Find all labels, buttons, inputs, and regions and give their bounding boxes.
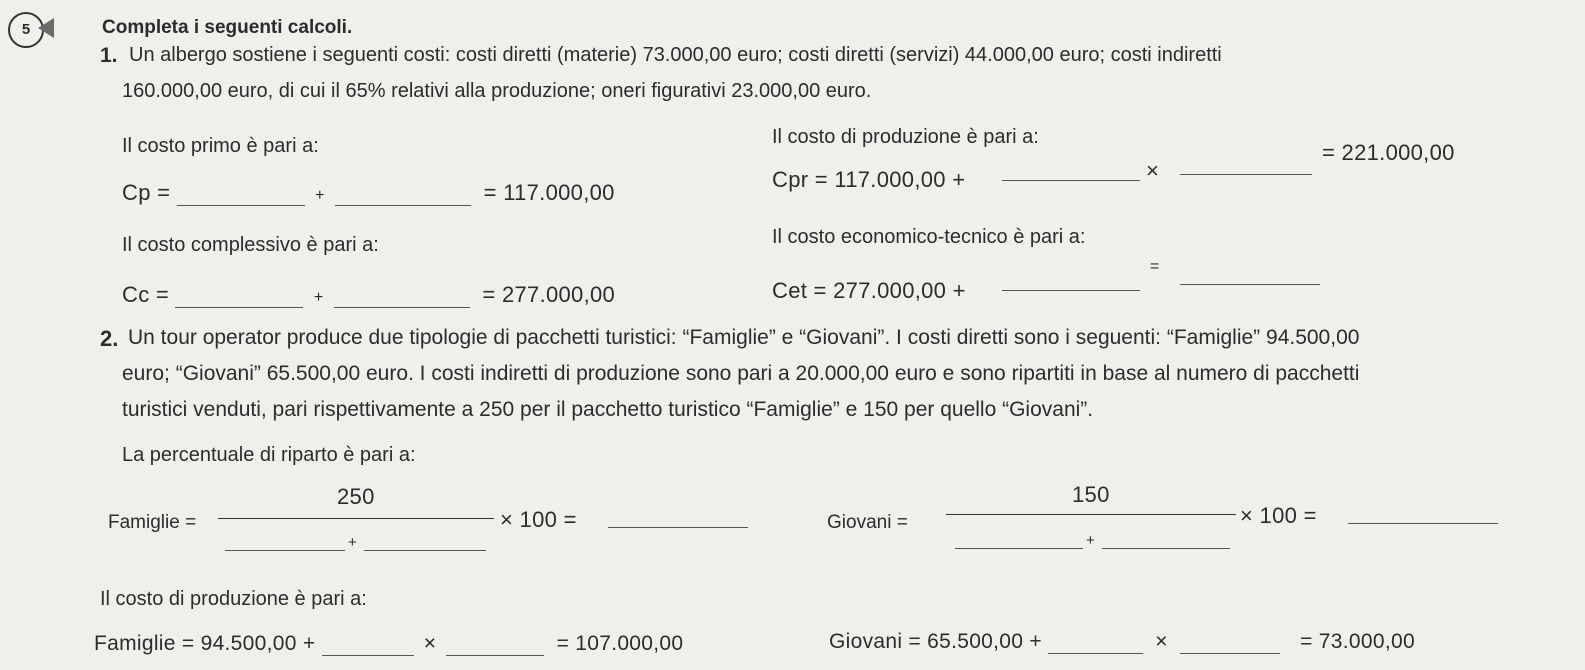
riparto-label: La percentuale di riparto è pari a: bbox=[122, 444, 416, 466]
problem1-line2: 160.000,00 euro, di cui il 65% relativi alla produzione; oneri figurativi 23.000,00 euro. bbox=[122, 80, 872, 102]
problem2-line3: turistici venduti, pari rispettivamente a 250 per il pacchetto turistico “Famiglie” e 150 per quello “Giovani”. bbox=[122, 398, 1094, 421]
famiglie2-times: × bbox=[423, 632, 437, 655]
famiglie-denominator-blank-1[interactable] bbox=[225, 532, 345, 551]
cp-blank-1[interactable] bbox=[177, 205, 305, 206]
instruction: Completa i seguenti calcoli. bbox=[102, 17, 353, 38]
giovani-denominator-plus: + bbox=[1086, 532, 1095, 549]
famiglie-result-blank[interactable] bbox=[608, 507, 748, 528]
giovani2-blank-1[interactable] bbox=[1048, 653, 1143, 654]
cc-blank-2[interactable] bbox=[334, 307, 470, 308]
giovani-label: Giovani = bbox=[827, 512, 908, 533]
arrow-icon bbox=[38, 18, 54, 38]
famiglie2-blank-1[interactable] bbox=[322, 655, 414, 656]
giovani-denominator-blank-1[interactable] bbox=[955, 530, 1083, 549]
famiglie2-lhs: Famiglie = 94.500,00 + bbox=[94, 632, 316, 655]
famiglie-denominator-blank-2[interactable] bbox=[364, 532, 486, 551]
famiglie2-result: = 107.000,00 bbox=[556, 632, 684, 655]
problem1-line1: Un albergo sostiene i seguenti costi: costi diretti (materie) 73.000,00 euro; costi diretti (servizi) 44.000,00 euro; costi indiretti bbox=[129, 44, 1222, 66]
exercise-number: 5 bbox=[8, 12, 44, 48]
produzione-label: Il costo di produzione è pari a: bbox=[100, 588, 367, 610]
problem1-number: 1. bbox=[100, 44, 118, 67]
cpr-times: × bbox=[1146, 158, 1160, 183]
cpr-blank-2[interactable] bbox=[1180, 154, 1312, 175]
cp-blank-2[interactable] bbox=[335, 205, 471, 206]
giovani2-blank-2[interactable] bbox=[1180, 653, 1280, 654]
giovani2-lhs: Giovani = 65.500,00 + bbox=[829, 630, 1042, 653]
giovani-fraction-line bbox=[946, 514, 1236, 515]
cp-plus: + bbox=[315, 187, 325, 204]
cc-plus: + bbox=[313, 289, 324, 306]
cp-result: = 117.000,00 bbox=[483, 180, 615, 205]
costo-primo-label: Il costo primo è pari a: bbox=[122, 135, 319, 157]
problem2-line2: euro; “Giovani” 65.500,00 euro. I costi indiretti di produzione sono pari a 20.000,00 euro e sono ripartiti in base al numero di pacchetti bbox=[122, 362, 1360, 385]
giovani2-times: × bbox=[1155, 630, 1168, 653]
famiglie-label: Famiglie = bbox=[108, 512, 197, 533]
costo-economico-label: Il costo economico-tecnico è pari a: bbox=[772, 226, 1086, 248]
cet-blank-2[interactable] bbox=[1180, 264, 1320, 285]
giovani-tail: × 100 = bbox=[1240, 503, 1317, 528]
giovani-numerator: 150 bbox=[1072, 482, 1110, 507]
cet-blank-1[interactable] bbox=[1002, 270, 1140, 291]
costo-complessivo-label: Il costo complessivo è pari a: bbox=[122, 234, 379, 256]
giovani-denominator-blank-2[interactable] bbox=[1102, 530, 1230, 549]
costo-produzione-label: Il costo di produzione è pari a: bbox=[772, 126, 1039, 148]
giovani2-result: = 73.000,00 bbox=[1300, 630, 1415, 653]
cc-lhs: Cc = bbox=[122, 282, 170, 307]
cpr-result: = 221.000,00 bbox=[1322, 140, 1455, 165]
cc-result: = 277.000,00 bbox=[482, 282, 616, 307]
cpr-lhs: Cpr = 117.000,00 + bbox=[772, 167, 966, 192]
cpr-blank-1[interactable] bbox=[1002, 160, 1140, 181]
famiglie-numerator: 250 bbox=[337, 484, 375, 509]
cet-lhs: Cet = 277.000,00 + bbox=[772, 278, 966, 303]
problem2-line1: Un tour operator produce due tipologie di pacchetti turistici: “Famiglie” e “Giovani”. I costi diretti sono i seguenti: “Famiglie” 94.500,00 bbox=[128, 326, 1360, 349]
problem2-number: 2. bbox=[100, 326, 119, 351]
famiglie-denominator-plus: + bbox=[348, 534, 357, 551]
famiglie2-blank-2[interactable] bbox=[446, 655, 544, 656]
cet-eq: = bbox=[1150, 258, 1160, 275]
famiglie-tail: × 100 = bbox=[500, 507, 577, 532]
cp-lhs: Cp = bbox=[122, 180, 171, 205]
giovani-result-blank[interactable] bbox=[1348, 503, 1498, 524]
cc-blank-1[interactable] bbox=[175, 307, 303, 308]
famiglie-fraction-line bbox=[218, 518, 494, 519]
